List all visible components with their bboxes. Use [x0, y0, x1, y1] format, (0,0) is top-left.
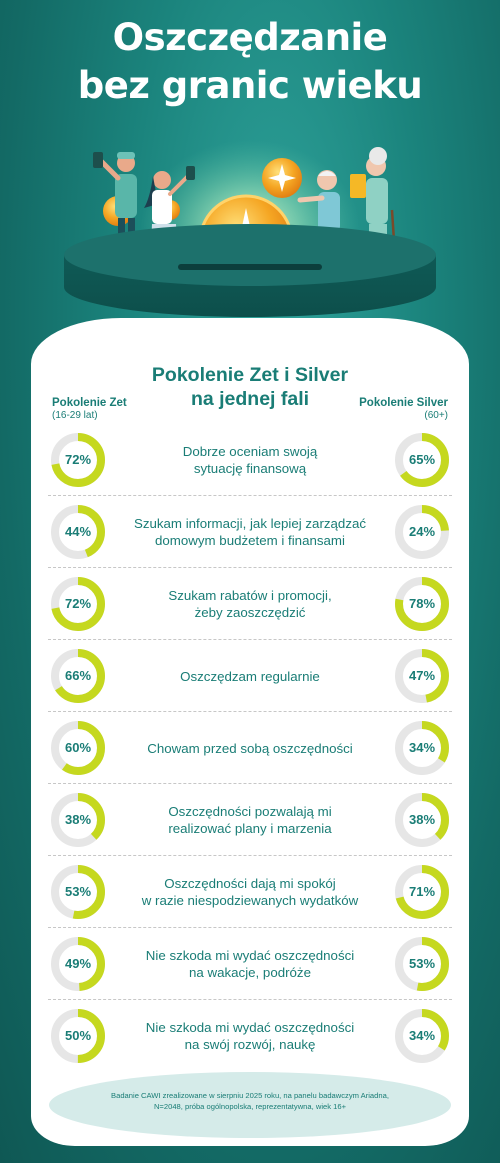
footnote: [90, 1090, 410, 1112]
statement-line: w razie niespodziewanych wydatków: [141, 893, 359, 908]
comparison-row: [48, 712, 452, 784]
group-age-zet: (16-29 lat): [52, 410, 98, 421]
statement-line: Nie szkoda mi wydać oszczędności: [145, 1020, 355, 1035]
ring-silver: [392, 1006, 452, 1066]
ring-zet: [48, 862, 108, 922]
group-age-silver: (60+): [424, 410, 448, 421]
statement-line: żeby zaoszczędzić: [194, 605, 306, 620]
jar-lid-top: [64, 224, 436, 286]
ring-zet-value: 38%: [64, 812, 92, 827]
ring-zet-value: 44%: [64, 524, 92, 539]
ring-silver: [392, 502, 452, 562]
ring-silver-value: 34%: [408, 740, 436, 755]
statement-line: na wakacje, podróże: [189, 965, 311, 980]
ring-zet: [48, 1006, 108, 1066]
comparison-row: [48, 856, 452, 928]
footnote-line-1: Badanie CAWI zrealizowane w sierpniu 2025 roku, na panelu badawczym Ariadna,: [111, 1091, 389, 1100]
chart-subtitle-line-2: na jednej fali: [190, 388, 310, 410]
ring-zet-value: 50%: [64, 1028, 92, 1043]
statement-line: Oszczędności pozwalają mi: [168, 804, 332, 819]
statement: [114, 1000, 386, 1072]
ring-silver-value: 53%: [408, 956, 436, 971]
comparison-row: [48, 928, 452, 1000]
statement: [114, 712, 386, 784]
ring-silver-value: 71%: [408, 884, 436, 899]
group-name-silver: Pokolenie Silver: [359, 397, 448, 409]
comparison-row: [48, 784, 452, 856]
ring-zet-value: 49%: [64, 956, 92, 971]
statement-line: domowym budżetem i finansami: [155, 533, 345, 548]
chart-subtitle-line-1: Pokolenie Zet i Silver: [151, 364, 349, 386]
group-label-zet: [52, 396, 127, 422]
statement-line: Oszczędzam regularnie: [180, 668, 320, 684]
comparison-row: [48, 424, 452, 496]
comparison-row: [48, 640, 452, 712]
ring-zet: [48, 646, 108, 706]
ring-zet-value: 66%: [64, 668, 92, 683]
ring-silver: [392, 646, 452, 706]
ring-silver-value: 38%: [408, 812, 436, 827]
comparison-row: [48, 496, 452, 568]
statement: [114, 568, 386, 640]
comparison-row: [48, 568, 452, 640]
ring-silver: [392, 934, 452, 994]
main-title-line-1: Oszczędzanie: [112, 16, 388, 59]
statement: [114, 856, 386, 928]
ring-zet-value: 60%: [64, 740, 92, 755]
statement-line: na swój rozwój, naukę: [184, 1037, 316, 1052]
ring-silver: [392, 718, 452, 778]
statement: [114, 424, 386, 496]
ring-zet: [48, 574, 108, 634]
statement-line: Chowam przed sobą oszczędności: [147, 740, 353, 756]
statement: [114, 640, 386, 712]
statement-line: realizować plany i marzenia: [168, 821, 332, 836]
group-label-silver: [359, 396, 448, 422]
ring-silver: [392, 574, 452, 634]
group-name-zet: Pokolenie Zet: [52, 397, 127, 409]
comparison-row: [48, 1000, 452, 1072]
ring-silver-value: 47%: [408, 668, 436, 683]
coin-slot: [178, 264, 322, 270]
main-title: [0, 14, 500, 110]
ring-silver-value: 78%: [408, 596, 436, 611]
ring-silver-value: 24%: [408, 524, 436, 539]
ring-zet: [48, 430, 108, 490]
footnote-line-2: N=2048, próba ogólnopolska, reprezentatywna, wiek 16+: [153, 1102, 347, 1111]
statement-line: Oszczędności dają mi spokój: [164, 876, 336, 891]
ring-silver-value: 65%: [408, 452, 436, 467]
statement-line: Nie szkoda mi wydać oszczędności: [145, 948, 355, 963]
ring-silver: [392, 430, 452, 490]
ring-zet: [48, 718, 108, 778]
ring-zet: [48, 502, 108, 562]
statement-line: Dobrze oceniam swoją: [182, 444, 318, 459]
statement-line: sytuację finansową: [193, 461, 307, 476]
ring-silver: [392, 790, 452, 850]
main-title-line-2: bez granic wieku: [77, 64, 423, 107]
ring-silver-value: 34%: [408, 1028, 436, 1043]
statement: [114, 496, 386, 568]
statement: [114, 784, 386, 856]
ring-zet: [48, 790, 108, 850]
ring-silver: [392, 862, 452, 922]
ring-zet: [48, 934, 108, 994]
ring-zet-value: 72%: [64, 596, 92, 611]
ring-zet-value: 72%: [64, 452, 92, 467]
statement-line: Szukam rabatów i promocji,: [168, 588, 332, 603]
statement: [114, 928, 386, 1000]
ring-zet-value: 53%: [64, 884, 92, 899]
statement-line: Szukam informacji, jak lepiej zarządzać: [133, 516, 367, 531]
